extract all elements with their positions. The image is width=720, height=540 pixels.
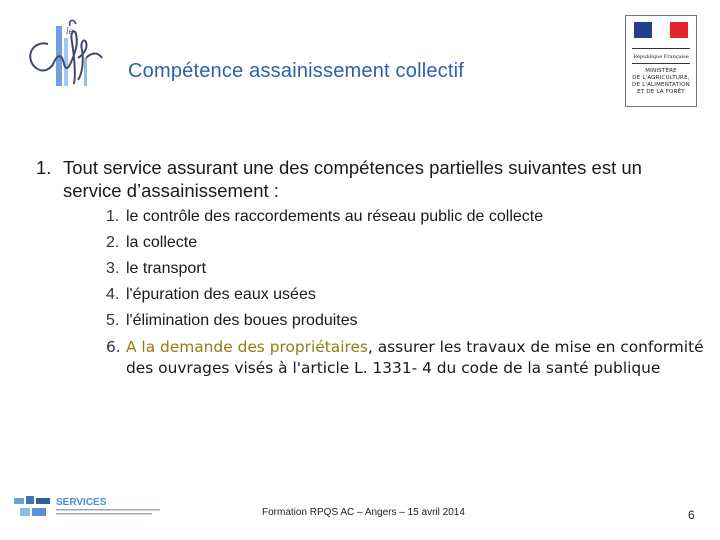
intro-paragraph	[36, 156, 676, 202]
ministry-name	[629, 68, 693, 96]
item-number: 1.	[106, 208, 120, 225]
item-number: 3.	[106, 260, 120, 277]
ministry-line: DE L'ALIMENTATION	[632, 82, 690, 88]
republic-label: République Française	[633, 54, 689, 60]
slide-title: Compétence assainissement collectif	[128, 60, 465, 82]
ministry-logo	[625, 15, 697, 107]
item-number: 4.	[106, 286, 120, 303]
partner-logo-text: SERVICES	[56, 497, 107, 508]
ministry-line: ET DE LA FORÊT	[637, 89, 685, 95]
item-text: le transport	[126, 260, 207, 277]
intro-text: Tout service assurant une des compétences partielles suivantes est un service d’assainissement :	[63, 157, 642, 201]
page-number: 6	[688, 508, 695, 522]
list-item	[106, 259, 716, 278]
list-item	[106, 311, 716, 330]
competence-list	[106, 207, 716, 386]
divider	[632, 63, 690, 64]
divider	[632, 48, 690, 49]
item-accent-text: A la demande des propriétaires	[126, 338, 368, 356]
cnfpt-logo	[18, 14, 118, 96]
list-item	[106, 233, 716, 252]
item-text: l'élimination des boues produites	[126, 312, 358, 329]
item-text: la collecte	[126, 234, 198, 251]
item-text: le contrôle des raccordements au réseau public de collecte	[126, 208, 544, 225]
footer-text: Formation RPQS AC – Angers – 15 avril 2014	[262, 507, 465, 518]
item-text: , assurer les travaux de mise en conformité des ouvrages visés à l'article L. 1331- 4 du code de la santé publique	[126, 338, 704, 377]
services-logo	[14, 494, 164, 520]
item-number: 2.	[106, 234, 120, 251]
item-number: 5.	[106, 312, 120, 329]
list-item	[106, 207, 716, 226]
logo-text: le	[66, 27, 74, 36]
list-item	[106, 337, 716, 379]
item-number: 6.	[106, 338, 121, 356]
ministry-line: DE L'AGRICULTURE,	[632, 75, 690, 81]
item-text: l'épuration des eaux usées	[126, 286, 316, 303]
intro-number: 1.	[36, 157, 52, 178]
french-flag-icon	[634, 22, 688, 38]
list-item	[106, 285, 716, 304]
ministry-line: MINISTÈRE	[645, 68, 677, 74]
